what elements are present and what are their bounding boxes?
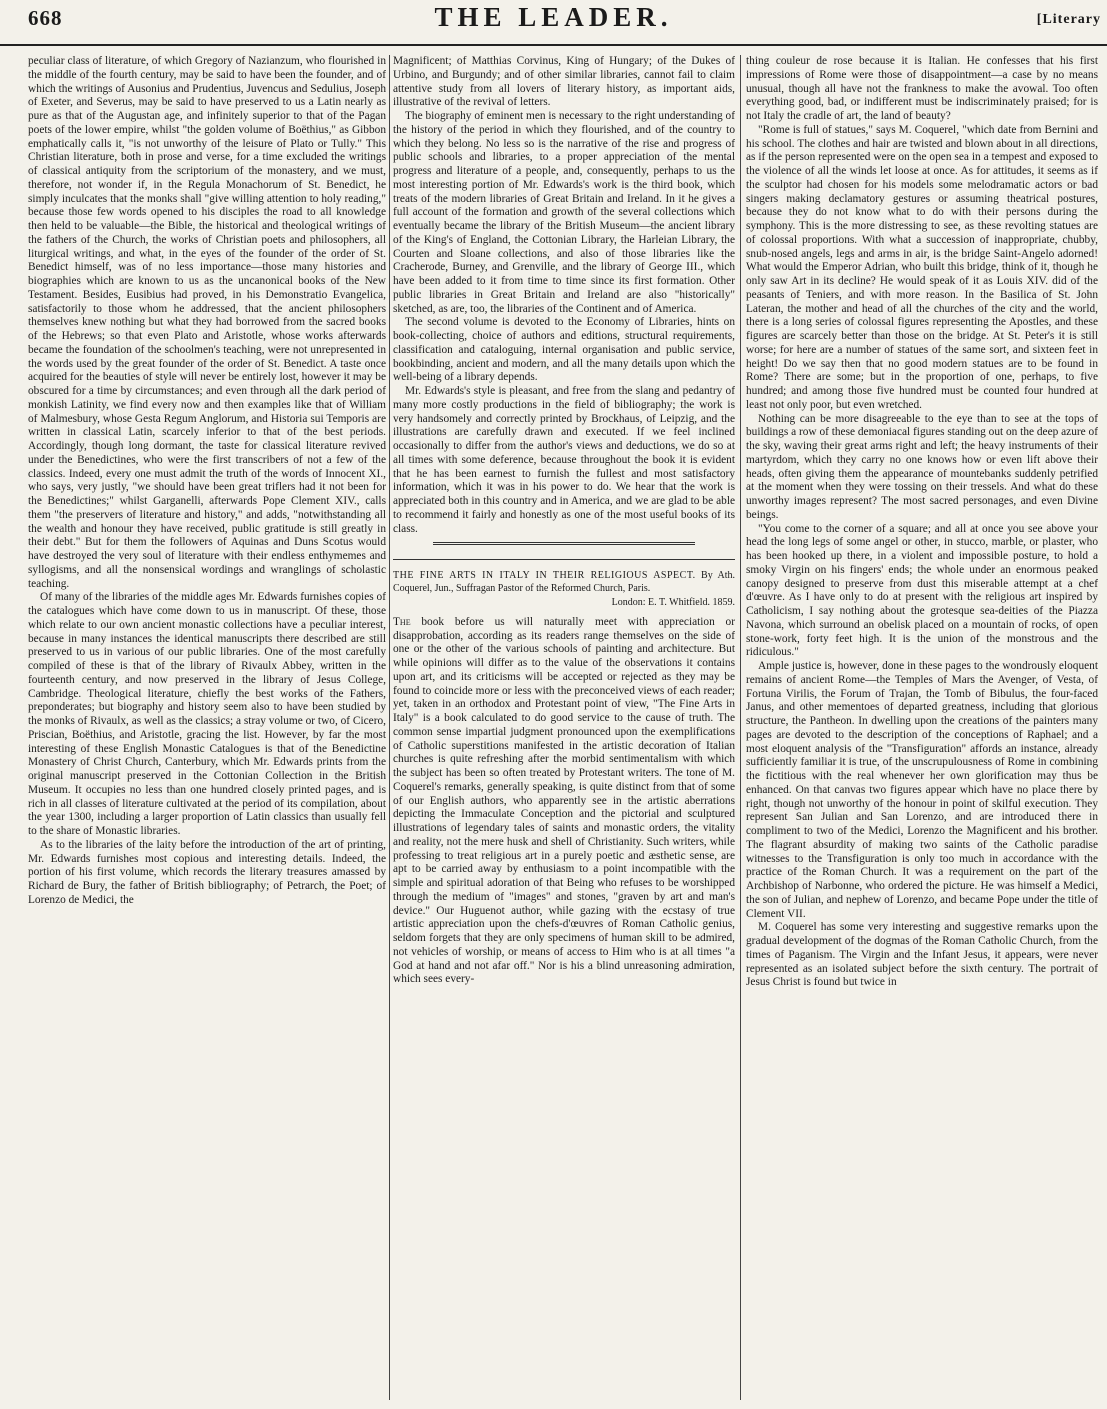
column-divider	[740, 55, 741, 1400]
page-header	[0, 0, 1107, 46]
paragraph: As to the libraries of the laity before the introduction of the art of printing, Mr. Edwards furnishes most copious and interesting details. Indeed, the portion of his first volume, which records the literary treasures amassed by Richard de Bury, the father of British bibliography; of Petrarch, the Poet; of Lorenzo de Medici, the	[28, 838, 386, 906]
paragraph: thing couleur de rose because it is Italian. He confesses that his first impressions of Rome were those of disappointment—a case by no means unusual, though all have not the frankness to make the avowal. Too often everything good, bad, or indifferent must be indiscriminately praised; for is not Italy the cradle of art, the land of beauty?	[746, 55, 1098, 122]
review-heading	[393, 559, 735, 610]
paragraph: peculiar class of literature, of which Gregory of Nazianzum, who flourished in the middle of the fourth century, may be said to have been the founder, and of which the writings of Ausonius and Prudentius, Juvencus and Sedulius, Joseph of Exeter, and Severus, may be said to have preserved to us a Latin nearly as pure as that of the Augustan age, and infinitely superior to that of the Pagan poets of the lower empire, whilst "the golden volume of Boëthius," as Gibbon emphatically calls it, "is not unworthy of the leisure of Plato or Tully." This Christian literature, both in prose and verse, for a time excluded the writings of classical antiquity from the scriptorium of the monastery, and we must, therefore, not wonder if, in the Regula Monachorum of St. Benedict, he simply inculcates that the monks shall "give willing attention to holy reading," because those few words opened to his disciples the road to all knowledge then held to be valuable—the Bible, the historical and theological writings of the fathers of the Church, the works of Christian poets and philosophers, all liturgical writings, and what, in the eyes of the founder of the order of St. Benedict himself, was of no less importance—those many histories and biographies which are known to us as the uncanonical books of the New Testament. Besides, Eusibius had proved, in his Demonstratio Evangelica, satisfactorily to those whom he addressed, that the ancient philosophers themselves knew nothing but what they had borrowed from the sacred books of the Hebrews; so that even Plato and Aristotle, whose works afterwards became the foundation of the schoolmen's teaching, were not unrepresented in the words used by the great founder of the order of St. Benedict. A taste once acquired for the beauties of style will never be entirely lost, however it may be obscured for a time by circumstances; and even through all the dark period of monkish Latinity, we find every now and then examples like that of William of Malmesbury, whose Gesta Regum Anglorum, and Historia sui Temporis are written in classical Latin, scarcely inferior to that of the best periods. Accordingly, though long dormant, the taste for classical literature revived under the Benedictines, who were the first transcribers of not a few of the classics. Indeed, every one must admit the truth of the words of Innocent XI., who says, very justly, "we should have been great triflers had it not been for the Benedictines;" whilst Garganelli, afterwards Pope Clement XIV., calls them "the preservers of literature and history," and adds, "notwithstanding all the wealth and honour they have received, public gratitude is still greatly in their debt." But for them the followers of Aquinas and Duns Scotus would have destroyed the very soul of literature with their endless enthymemes and syllogisms, and all the nonsensical wordings and wranglings of scholastic teaching.	[28, 55, 386, 590]
paragraph-text: book before us will naturally meet with appreciation or disapprobation, according as its readers range themselves on the side of one or the other of the various schools of painting and architecture. But while opinions will differ as to the value of the observations it contains upon art, and its criticisms will be accepted or rejected as they may be found to coincide more or less with the preconceived views of each reader; yet, taken in an orthodox and Protestant point of view, "The Fine Arts in Italy" is a book calculated to do good service to the cause of truth. The common sense impartial judgment pronounced upon the exemplifications of Catholic superstitions manifested in the artistic decoration of Italian churches is quite refreshing after the morbid sentimentalism with which the subject has been so often treated by Protestant writers. The tone of M. Coquerel's remarks, generally speaking, is quite distinct from that of some of our English authors, who apparently see in the artistic aberrations depicting the Immaculate Conception and the pictorial and sculptured illustrations of legendary tales of saints and monastic orders, the vitality and reality, not the mere husk and shell of Christianity. Such writers, while professing to treat religious art in a purely poetic and æsthetic sense, are apt to be carried away by enthusiasm to a point incompatible with the simple and spiritual adoration of that Being who refuses to be worshipped through the medium of "images" and stones, "graven by art and man's device." Our Huguenot author, while gazing with the ecstasy of true artistic appreciation upon the chefs-d'œuvres of Roman Catholic genius, seldom forgets that they are only specimens of human skill to be admired, not vehicles of worship, or means of access to Him who is at all times "a God at hand and not afar off." Nor is his a blind unreasoning admiration, which sees every-	[393, 615, 735, 986]
paragraph: Magnificent; of Matthias Corvinus, King of Hungary; of the Dukes of Urbino, and Burgundy; and of other similar libraries, cannot fail to claim attentive study from all lovers of literary history, as important aids, illustrative of the revival of letters.	[393, 55, 735, 109]
column-1	[28, 55, 386, 1400]
column-3	[746, 55, 1098, 1400]
review-author: By Ath. Coquerel, Jun., Suffragan Pastor of the Reformed Church, Paris.	[393, 570, 735, 594]
review-title: THE FINE ARTS IN ITALY IN THEIR RELIGIOUS ASPECT.	[393, 570, 696, 582]
section-label: [Literary	[1036, 12, 1101, 27]
masthead: THE LEADER.	[434, 2, 673, 32]
column-2	[393, 55, 735, 1400]
page-number: 668	[28, 6, 63, 30]
column-divider	[389, 55, 390, 1400]
lead-word: The	[393, 615, 411, 628]
paragraph: M. Coquerel has some very interesting and suggestive remarks upon the gradual development of the dogmas of the Roman Catholic Church, from the times of Paganism. The Virgin and the Infant Jesus, it appears, were never represented as an isolated subject before the sixth century. The portrait of Jesus Christ is found but twice in	[746, 921, 1098, 989]
paragraph: The second volume is devoted to the Economy of Libraries, hints on book-collecting, choice of authors and editions, structural requirements, classification and cataloguing, internal organisation and public service, bookbinding, ancient and modern, and all the many details upon which the well-being of a library depends.	[393, 316, 735, 384]
paragraph: The biography of eminent men is necessary to the right understanding of the history of the period in which they flourished, and of the country to which they belong. No less so is the narrative of the rise and progress of public schools and libraries, to a proper appreciation of the mental progress and literature of a people, and, consequently, perhaps to us the most interesting portion of Mr. Edwards's work is the third book, which treats of the modern libraries of Great Britain and Ireland. In it he gives a full account of the formation and growth of the several collections which eventually became the library of the British Museum—the ancient library of the King's of England, the Cottonian Library, the Harleian Library, the Courten and Sloane collections, and also of those libraries like the Cracherode, Burney, and Grenville, and the library of George III., which have been added to it from time to time since its first formation. Other public libraries in Great Britain and Ireland are also "historically" sketched, as are, too, the libraries of the Continent and of America.	[393, 110, 735, 315]
section-divider	[433, 542, 695, 545]
quotation: Nothing can be more disagreeable to the eye than to see at the tops of buildings a row of these demoniacal figures standing out on the deep azure of the sky, waving their great arms right and left; the heavy instruments of their martyrdom, which they carry no one knows how or even lift above their heads, often giving them the appearance of mountebanks suddenly petrified at the moment when they were tossing on their tressels. And what do these unworthy images represent? The most sacred personages, and even Divine beings.	[746, 412, 1098, 521]
paragraph: Of many of the libraries of the middle ages Mr. Edwards furnishes copies of the catalogues which have come down to us in manuscript. Of these, those which relate to our own ancient monastic collections have a peculiar interest, because in many instances the identical manuscripts there described are still preserved to us in various of our public libraries. One of the most carefully compiled of these is that of the library of Rivaulx Abbey, written in the fourteenth century, and now preserved in the library of Jesus College, Cambridge. Theological literature, chiefly the best works of the Fathers, preponderates; but biography and history seem also to have been studied by the monks of Rivaulx, as well as the classics; a stray volume or two, of Cicero, Priscian, Boëthius, and Aristotle, gracing the list. However, by far the most interesting of these English Monastic Catalogues is that of the Benedictine Monastery of Christ Church, Canterbury, which Mr. Edwards prints from the original manuscript preserved in the Cottonian Collection in the British Museum. It occupies no less than one hundred closely printed pages, and is rich in all classes of literature cultivated at the period of its compilation, about the year 1300, including a larger proportion of Latin classics than usually fell to the share of Monastic libraries.	[28, 591, 386, 837]
paragraph: Mr. Edwards's style is pleasant, and free from the slang and pedantry of many more costly productions in the field of bibliography; the work is very handsomely and correctly printed by Brockhaus, of Leipzig, and the illustrations are carefully drawn and executed. If we feel inclined occasionally to differ from the author's views and deductions, we do so at all times with some deference, because throughout the book it is evident that he has been earnest to furnish the fullest and most satisfactory information, which it was in his power to do. We hear that the work is appreciated both in this country and in America, and we are glad to be able to recommend it fairly and honestly as one of the most useful books of its class.	[393, 385, 735, 535]
paragraph	[393, 616, 735, 987]
quotation: "Rome is full of statues," says M. Coquerel, "which date from Bernini and his school. The clothes and hair are twisted and blown about in all directions, as if the person represented were on the open sea in a tempest and exposed to the violence of all the winds let loose at once. As for attitudes, it seems as if the sculptor had chosen for his models some melodramatic actors or bad singers making declamatory gestures or assuming theatrical postures, because they do not know what to do with their persons during the symphony. This is the more distressing to see, as these revolting statues are of colossal proportions. With what a succession of inappropriate, chubby, snub-nosed angels, legs and arms in air, is the bridge Saint-Angelo adorned! What would the Emperor Adrian, who built this bridge, think of it, though he only saw Art in its decline? He would speak of it as Louis XIV. did of the peasants of Teniers, and with more reason. In the Basilica of St. John Lateran, the mother and head of all the churches of the city and the world, there is a long series of colossal figures representing the Apostles, and these figures are scarcely better than those on the bridge. At St. Peter's it is still worse; for here are a number of statues of the same sort, and sixteen feet in height! Do we say then that no good modern statues are to be found in Rome? There are some; but in the proportion of one, perhaps, to five hundred; and among those five hundred must be counted four hundred at least not only poor, but even wretched.	[746, 123, 1098, 411]
paragraph: Ample justice is, however, done in these pages to the wondrously eloquent remains of ancient Rome—the Temples of Mars the Avenger, of Vesta, of Fortuna Virilis, the Forum of Trajan, the Tomb of Bibulus, the four-faced Janus, and other mementoes of departed greatness, including that glorious structure, the Pantheon. In dwelling upon the creations of the painters many pages are devoted to the description of the conceptions of Raphael; and a most eloquent analysis of the "Transfiguration" affords an instance, already sufficiently familiar it is true, of the unscrupulousness of Rome in combining the fictitious with the real whenever her own glorification may thus be enhanced. On that canvas two figures appear which have no place there by right, though not unworthy of the honour in point of skilful execution. They represent San Julian and San Lorenzo, and are introduced there in compliment to two of the Medici, Lorenzo the Magnificent and his brother. The flagrant absurdity of making two saints of the Catholic paradise witnesses to the Transfiguration is only too much in accordance with the practice of the Roman Church. It was a requirement on the part of the Archbishop of Narbonne, who ordered the picture. He was himself a Medici, the son of Julian, and nephew of Lorenzo, and became Pope under the title of Clement VII.	[746, 660, 1098, 920]
quotation: "You come to the corner of a square; and all at once you see above your head the long legs of some angel or other, in stucco, marble, or plaster, who has been hooked up there, in a violent and impossible posture, to hold a smoky Virgin on his fingers' ends; the whole under an enormous peaked canopy designed to preserve from dust this miserable attempt at a chef d'œuvre. As I have only to do at present with the religious art inspired by Catholicism, I say nothing about the grotesque sea-deities of the Piazza Navona, which surround an obelisk placed on a mountain of rocks, of open stone-work, forty feet high. It is the union of the monstrous and the ridiculous."	[746, 522, 1098, 659]
review-publisher: London: E. T. Whitfield. 1859.	[611, 597, 735, 609]
